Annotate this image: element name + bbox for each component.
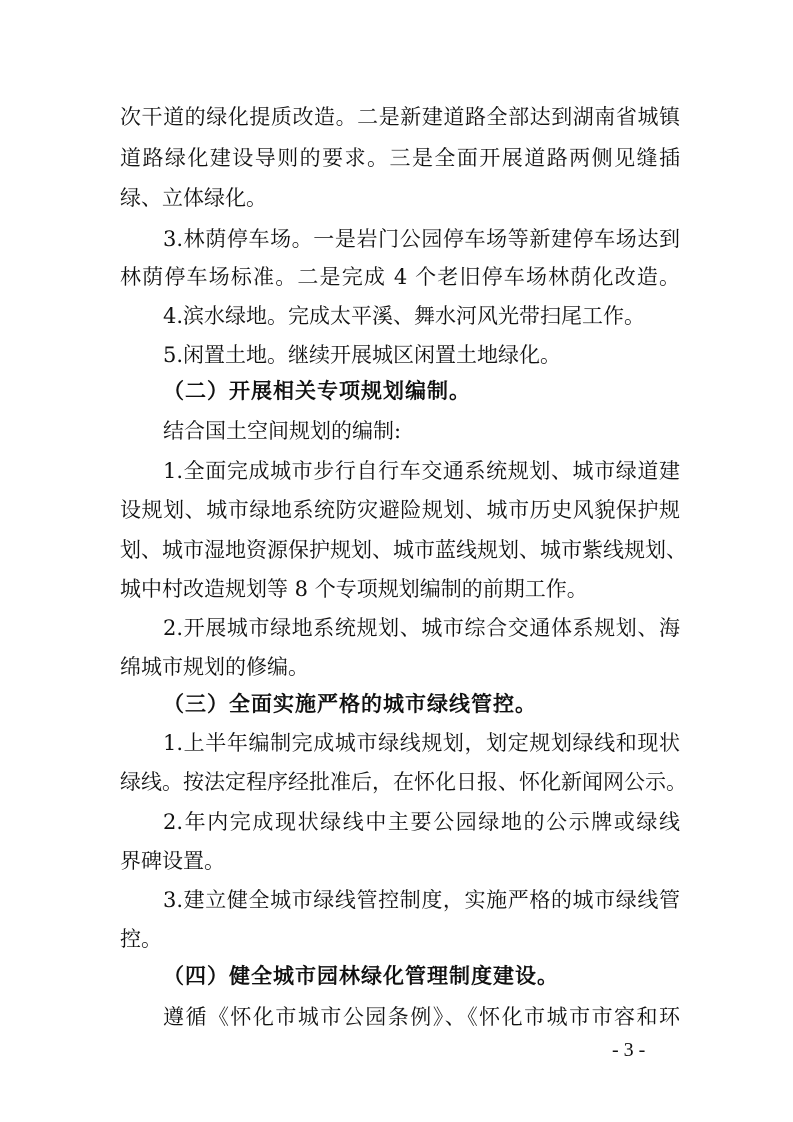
paragraph-line: 遵循《怀化市城市公园条例》、《怀化市城市市容和环 — [163, 1005, 680, 1029]
paragraph-line: 次干道的绿化提质改造。二是新建道路全部达到湖南省城镇 — [120, 105, 680, 129]
paragraph-line: 林荫停车场标准。二是完成 4 个老旧停车场林荫化改造。 — [120, 265, 680, 289]
page-number: - 3 - — [612, 1039, 646, 1061]
paragraph-line: 设规划、城市绿地系统防灾避险规划、城市历史风貌保护规 — [120, 498, 680, 522]
paragraph-line: 结合国土空间规划的编制: — [163, 419, 402, 443]
paragraph-line: 界碑设置。 — [120, 849, 225, 873]
paragraph-line: 2.年内完成现状绿线中主要公园绿地的公示牌或绿线 — [163, 810, 680, 834]
section-heading: （四）健全城市园林绿化管理制度建设。 — [163, 964, 559, 988]
paragraph-line: 4.滨水绿地。完成太平溪、舞水河风光带扫尾工作。 — [163, 304, 646, 328]
paragraph-line: 绿线。按法定程序经批准后，在怀化日报、怀化新闻网公示。 — [120, 770, 687, 794]
paragraph-line: 道路绿化建设导则的要求。三是全面开展道路两侧见缝插 — [120, 146, 680, 170]
section-heading: （二）开展相关专项规划编制。 — [163, 379, 471, 403]
paragraph-line: 绿、立体绿化。 — [120, 186, 267, 210]
paragraph-line: 划、城市湿地资源保护规划、城市蓝线规划、城市紫线规划、 — [120, 538, 687, 562]
paragraph-line: 1.上半年编制完成城市绿线规划，划定规划绿线和现状 — [163, 731, 680, 755]
paragraph-line: 5.闲置土地。继续开展城区闲置土地绿化。 — [163, 343, 562, 367]
paragraph-line: 3.建立健全城市绿线管控制度，实施严格的城市绿线管 — [163, 888, 680, 912]
paragraph-line: 绵城市规划的修编。 — [120, 655, 309, 679]
paragraph-line: 控。 — [120, 927, 162, 951]
paragraph-line: 3.林荫停车场。一是岩门公园停车场等新建停车场达到 — [163, 227, 680, 251]
paragraph-line: 2.开展城市绿地系统规划、城市综合交通体系规划、海 — [163, 616, 680, 640]
section-heading: （三）全面实施严格的城市绿线管控。 — [163, 692, 537, 716]
paragraph-line: 城中村改造规划等 8 个专项规划编制的前期工作。 — [120, 577, 588, 601]
paragraph-line: 1.全面完成城市步行自行车交通系统规划、城市绿道建 — [163, 459, 680, 483]
